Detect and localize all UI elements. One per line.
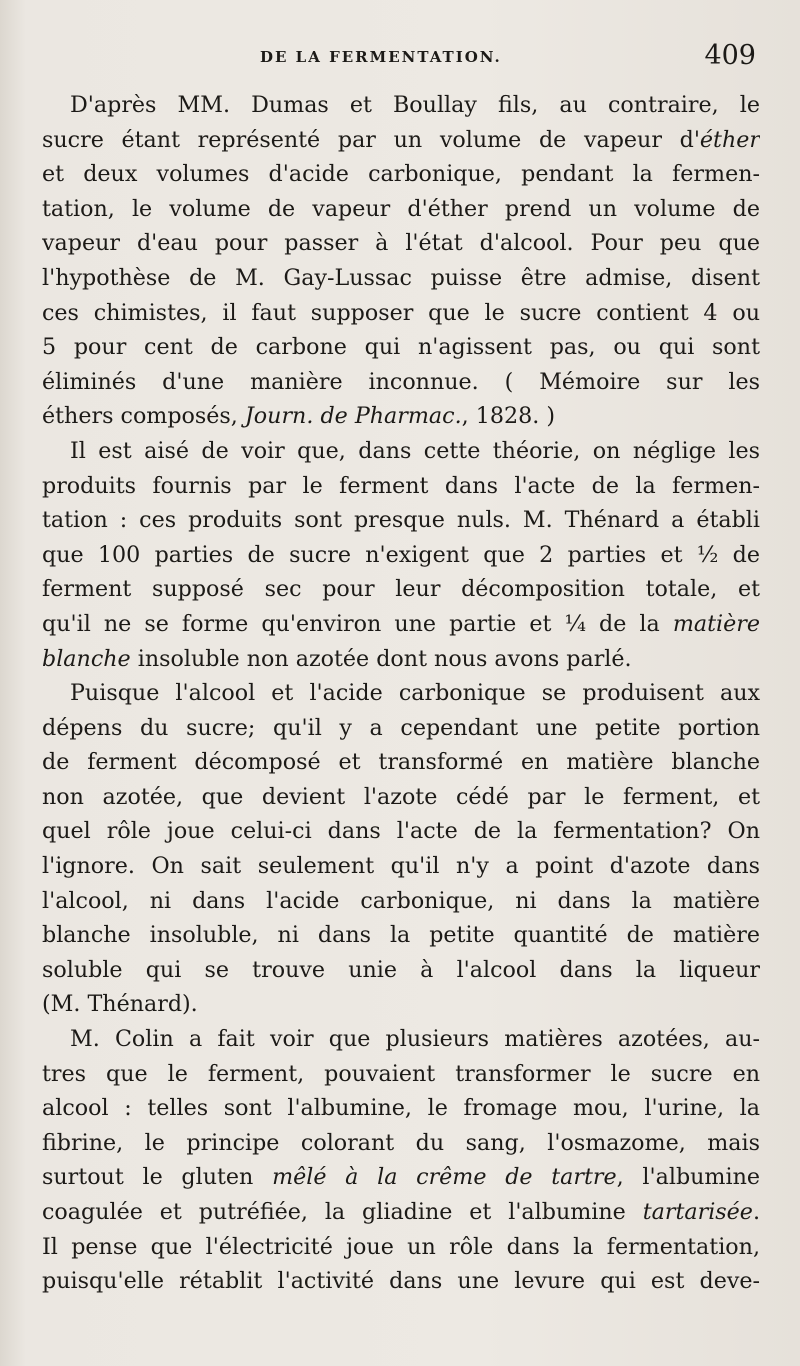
text-line: vapeur d'eau pour passer à l'état d'alcool. Pour peu que xyxy=(42,230,760,257)
text-line: Il est aisé de voir que, dans cette théorie, on néglige les xyxy=(70,437,760,464)
text-line: de ferment décomposé et transformé en matière blanche xyxy=(42,749,760,776)
text-line: non azotée, que devient l'azote cédé par le ferment, et xyxy=(42,783,760,810)
text-line: ferment supposé sec pour leur décomposition totale, et xyxy=(42,576,760,603)
text-line: blanche insoluble non azotée dont nous avons parlé. xyxy=(42,645,632,672)
running-head xyxy=(42,0,760,88)
text-line: éthers composés, Journ. de Pharmac., 1828. ) xyxy=(42,403,555,430)
text-line: coagulée et putréfiée, la gliadine et l'albumine tartarisée. xyxy=(42,1199,760,1225)
text-line: alcool : telles sont l'albumine, le fromage mou, l'urine, la xyxy=(42,1095,760,1122)
body-text xyxy=(42,88,760,1299)
text-line: quel rôle joue celui-ci dans l'acte de la fermentation? On xyxy=(42,818,760,845)
text-line: tres que le ferment, pouvaient transformer le sucre en xyxy=(42,1060,760,1087)
text-line: 5 pour cent de carbone qui n'agissent pas, ou qui sont xyxy=(42,334,760,361)
text-line: l'alcool, ni dans l'acide carbonique, ni dans la matière xyxy=(42,887,760,914)
running-title: DE LA FERMENTATION. xyxy=(260,48,502,66)
text-line: blanche insoluble, ni dans la petite quantité de matière xyxy=(42,922,760,949)
italic-phrase: mêlé à la crême de tartre xyxy=(272,1164,617,1191)
text-line: qu'il ne se forme qu'environ une partie et ¼ de la matière xyxy=(42,610,760,637)
italic-phrase: tartarisée xyxy=(642,1199,753,1225)
text-line: dépens du sucre; qu'il y a cependant une petite portion xyxy=(42,714,760,741)
text-line: surtout le gluten mêlé à la crême de tartre, l'albumine xyxy=(42,1164,760,1191)
text-line: et deux volumes d'acide carbonique, pendant la fermen- xyxy=(42,161,760,188)
text-line: l'hypothèse de M. Gay-Lussac puisse être admise, disent xyxy=(42,264,760,291)
text-line: soluble qui se trouve unie à l'alcool dans la liqueur xyxy=(42,956,760,983)
italic-phrase: éther xyxy=(699,126,760,153)
text-line: (M. Thénard). xyxy=(42,991,198,1018)
text-line: sucre étant représenté par un volume de vapeur d'éther xyxy=(42,126,760,153)
text-line: Puisque l'alcool et l'acide carbonique se produisent aux xyxy=(70,680,760,707)
italic-phrase: blanche xyxy=(42,645,131,672)
text-line: ces chimistes, il faut supposer que le sucre contient 4 ou xyxy=(42,299,760,326)
italic-phrase: matière xyxy=(672,610,760,637)
page-number: 409 xyxy=(704,40,756,71)
text-line: produits fournis par le ferment dans l'acte de la fermen- xyxy=(42,472,760,499)
text-line: M. Colin a fait voir que plusieurs matières azotées, au- xyxy=(70,1026,760,1053)
text-line: tation : ces produits sont presque nuls. M. Thénard a établi xyxy=(42,507,760,534)
text-line: que 100 parties de sucre n'exigent que 2 parties et ½ de xyxy=(42,541,760,568)
text-line: l'ignore. On sait seulement qu'il n'y a point d'azote dans xyxy=(42,853,760,880)
italic-phrase: Journ. de Pharmac. xyxy=(244,403,462,430)
text-line: puisqu'elle rétablit l'activité dans une levure qui est deve- xyxy=(42,1268,760,1295)
text-line: tation, le volume de vapeur d'éther prend un volume de xyxy=(42,195,760,222)
text-line: D'après MM. Dumas et Boullay fils, au contraire, le xyxy=(70,92,760,118)
text-line: fibrine, le principe colorant du sang, l'osmazome, mais xyxy=(42,1129,760,1156)
text-line: Il pense que l'électricité joue un rôle dans la fermentation, xyxy=(42,1233,760,1260)
text-line: éliminés d'une manière inconnue. ( Mémoire sur les xyxy=(42,368,760,395)
